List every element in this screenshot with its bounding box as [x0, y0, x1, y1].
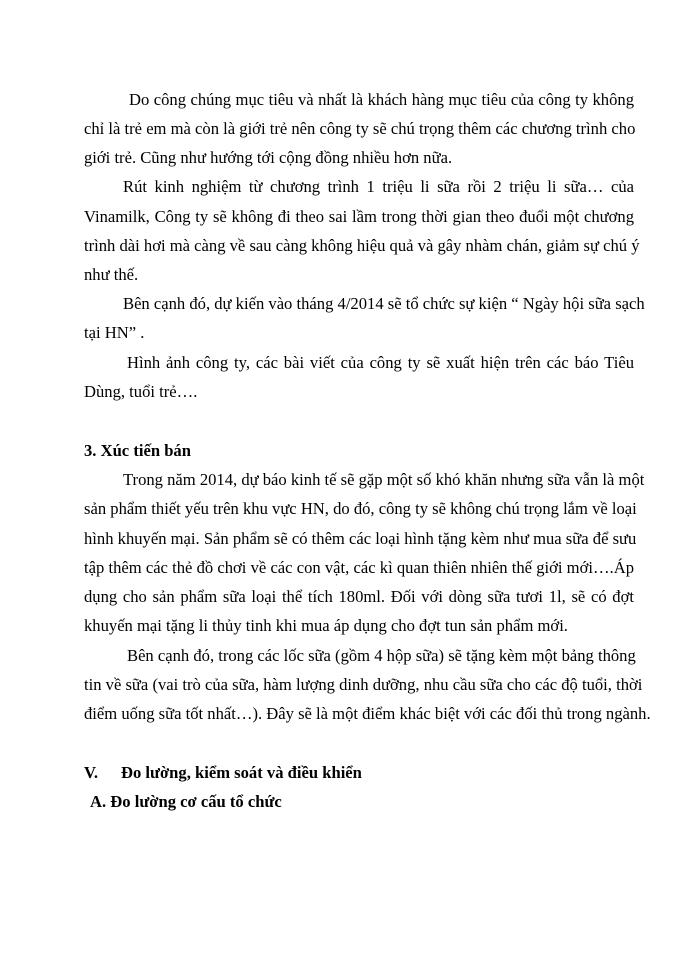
text-line: giới trẻ. Cũng như hướng tới cộng đồng nhiều hơn nữa. [84, 148, 453, 167]
text-line: sản phẩm thiết yếu trên khu vực HN, do đó, công ty sẽ không chú trọng lắm về loại [84, 499, 637, 518]
text-line: Rút kinh nghiệm từ chương trình 1 triệu li sữa rồi 2 triệu li sữa… của [123, 177, 634, 196]
text-line: Bên cạnh đó, dự kiến vào tháng 4/2014 sẽ tổ chức sự kiện “ Ngày hội sữa sạch [123, 294, 645, 313]
text-line: tại HN” . [84, 323, 145, 342]
text-line: như thế. [84, 265, 139, 284]
text-line: Vinamilk, Công ty sẽ không đi theo sai lầm trong thời gian theo đuổi một chương [84, 207, 634, 226]
text-line: Dùng, tuổi trẻ…. [84, 382, 198, 401]
text-line: Bên cạnh đó, trong các lốc sữa (gồm 4 hộp sữa) sẽ tặng kèm một bảng thông [127, 646, 636, 665]
text-line: tin về sữa (vai trò của sữa, hàm lượng dinh dưỡng, nhu cầu sữa cho các độ tuổi, thời [84, 675, 643, 694]
section-heading: Đo lường, kiểm soát và điều khiển [121, 763, 362, 782]
text-line: chỉ là trẻ em mà còn là giới trẻ nên công ty sẽ chú trọng thêm các chương trình cho [84, 119, 636, 138]
section-number: V. [84, 763, 98, 782]
text-line: hình khuyến mại. Sản phẩm sẽ có thêm các loại hình tặng kèm như mua sữa để sưu [84, 529, 637, 548]
text-line: Hình ảnh công ty, các bài viết của công ty sẽ xuất hiện trên các báo Tiêu [127, 353, 634, 372]
text-line: tập thêm các thẻ đồ chơi về các con vật, các kì quan thiên nhiên thế giới mới….Áp [84, 558, 634, 577]
text-line: Do công chúng mục tiêu và nhất là khách hàng mục tiêu của công ty không [129, 90, 634, 109]
text-line: dụng cho sản phẩm sữa loại thể tích 180ml. Đối với dòng sữa tươi 1l, sẽ có đợt [84, 587, 634, 606]
section-heading: 3. Xúc tiến bán [84, 441, 191, 460]
text-line: Trong năm 2014, dự báo kinh tế sẽ gặp một số khó khăn nhưng sữa vẫn là một [123, 470, 645, 489]
text-line: khuyến mại tặng li thủy tinh khi mua áp dụng cho đợt tun sản phẩm mới. [84, 616, 568, 635]
text-line: điểm uống sữa tốt nhất…). Đây sẽ là một điểm khác biệt với các đối thủ trong ngành. [84, 704, 651, 723]
text-line: trình dài hơi mà càng về sau càng không hiệu quả và gây nhàm chán, giảm sự chú ý [84, 236, 640, 255]
subsection-heading: A. Đo lường cơ cấu tổ chức [90, 792, 282, 811]
